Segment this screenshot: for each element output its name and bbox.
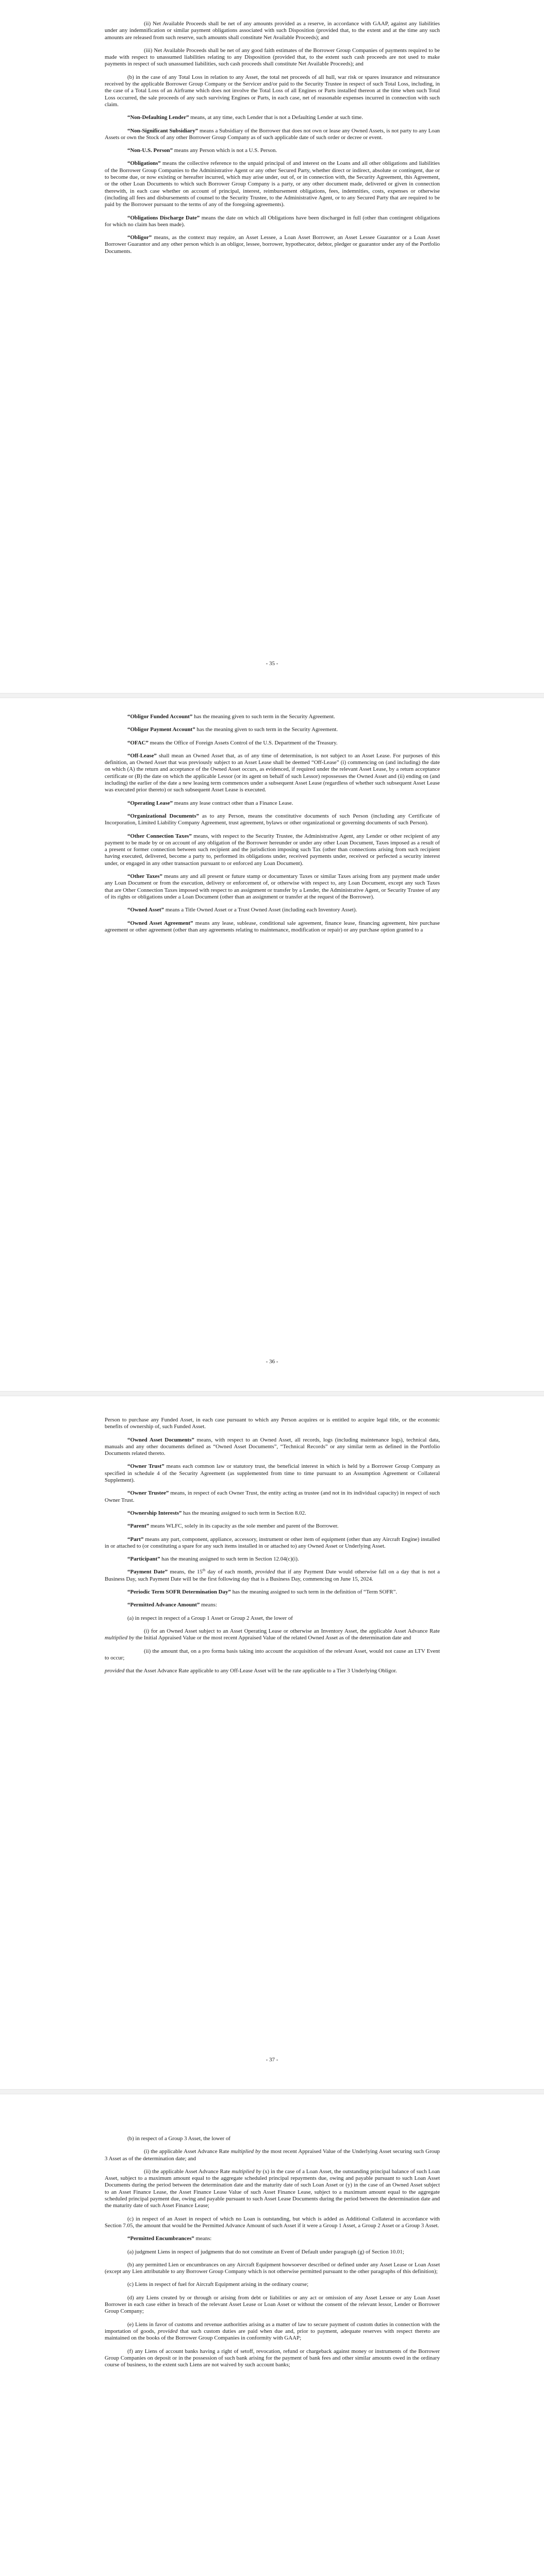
definition-organizational-documents: “Organizational Documents” as to any Person, means the constitutive documents of such Person (including any Certificate of Incorporation, Limited Liability Company Agreement, trust agreement, bylaws or other organizational or governing documents of such Person).: [105, 812, 440, 826]
page-38: [0, 2094, 544, 2576]
clause-f-account-bank-liens: (f) any Liens of account banks having a right of setoff, revocation, refund or chargeback against money or instruments of the Borrower Group Companies on deposit or in the possession of such bank arising for the payment of bank fees and other similar amounts owed in the ordinary course of business, to the extent such Liens are not waived by such account banks;: [105, 2348, 440, 2368]
definition-owned-asset-documents: “Owned Asset Documents” means, with respect to an Owned Asset, all records, logs (including maintenance logs), technical data, manuals and any other documents defined as “Owned Asset Documents”, “Technical Records” or any similar term as defined in the Portfolio Documents related thereto.: [105, 1436, 440, 1457]
definition-obligor-funded-account: “Obligor Funded Account” has the meaning given to such term in the Security Agreement.: [127, 714, 335, 720]
definition-obligor: “Obligor” means, as the context may require, an Asset Lessee, a Loan Asset Borrower, an Asset Lessee Guarantor or a Loan Asset Borrower Guarantor and any other person which is an obligor, lessee, borrower, hypothecator, debtor, pledger or guarantor under any of the Portfolio Documents.: [105, 234, 440, 255]
page-separator: [0, 2089, 544, 2094]
definition-obligor-payment-account: “Obligor Payment Account” has the meaning given to such term in the Security Agreement.: [127, 726, 338, 733]
definition-owned-asset-agreement: “Owned Asset Agreement” means any lease, sublease, conditional sale agreement, finance lease, financing agreement, hire purchase agreement or other agreement (other than any agreements relating to maintenance, modification or repair) or any purchase option granted to a: [105, 920, 440, 933]
proviso-off-lease: provided that the Asset Advance Rate applicable to any Off-Lease Asset will be the rate applicable to a Tier 3 Underlying Obligor.: [105, 1668, 397, 1674]
definition-non-defaulting-lender: “Non-Defaulting Lender” means, at any time, each Lender that is not a Defaulting Lender at such time.: [127, 114, 363, 121]
clause-ii-principal-balance: (ii) the applicable Asset Advance Rate multiplied by (x) in the case of a Loan Asset, the outstanding principal balance of such Loan Asset, subject to a maximum amount equal to the aggregate scheduled principal repayments due, owing and payable pursuant to such Loan Asset Documents during the period between the determination date and the maturity date of such Loan Asset or (y) in the case of an Owned Asset subject to an Asset Finance Lease, the Asset Finance Lease Value of such Asset Finance Lease, subject to a maximum amount equal to the aggregate scheduled principal payment due, owing and payable pursuant to such Asset Lease Documents during the period between the determination date and the maturity date of such Asset Finance Lease;: [105, 2168, 440, 2209]
page-separator: [0, 1391, 544, 1396]
definition-owner-trustee: “Owner Trustee” means, in respect of each Owner Trust, the entity acting as trustee (and not in its individual capacity) in respect of such Owner Trust.: [105, 1490, 440, 1503]
definition-non-us-person: “Non-U.S. Person” means any Person which is not a U.S. Person.: [127, 147, 277, 154]
page-separator: [0, 693, 544, 698]
page-36: [0, 698, 544, 1391]
clause-b-group-3: (b) in respect of a Group 3 Asset, the lower of: [127, 2136, 230, 2142]
clause-i-advance-rate: (i) for an Owned Asset subject to an Asset Operating Lease or otherwise an Inventory Asset, the applicable Asset Advance Rate multiplied by the Initial Appraised Value or the most recent Appraised Value of the related Owned Asset as of the determination date and: [105, 1628, 440, 1641]
definition-other-taxes: “Other Taxes” means any and all present or future stamp or documentary Taxes or similar Taxes arising from any payment made under any Loan Document or from the execution, delivery or enforcement of, or otherwise with respect to, any Loan Document, except any such Taxes that are Other Connection Taxes imposed with respect to an assignment or transfer by a Lender, the Administrative Agent, or Security Trustee of any of its rights or obligations under a Loan Document (other than an assignment or transfer at the request of the Borrower).: [105, 873, 440, 900]
clause-c-additional-collateral: (c) in respect of an Asset in respect of which no Loan is outstanding, but which is added as Additional Collateral in accordance with Section 7.05, the amount that would be the Permitted Advance Amount of such Asset if it were a Group 1 Asset, a Group 2 Asset or a Group 3 Asset.: [105, 2215, 440, 2229]
definition-off-lease: “Off-Lease” shall mean an Owned Asset that, as of any time of determination, is not subject to an Asset Lease. For purposes of this definition, an Owned Asset that was previously subject to an Asset Lease shall be deemed “Off-Lease” (i) commencing on (and including) the date on which (A) the return and acceptance of the Owned Asset occurs, as evidenced, if required under the relevant Asset Lease, by a return acceptance certificate or (B) the date on which the applicable Lessor (or its agent on behalf of such Lessor) repossesses the Owned Asset and (ii) ending on (and including) the earlier of the date a new leasing term commences under a subsequent Asset Lease (regardless of whether such subsequent Asset Lease was executed prior thereto) or such subsequent Asset Lease is executed.: [105, 752, 440, 793]
page-number: - 37 -: [266, 2057, 278, 2063]
clause-b-permitted-lien: (b) any permitted Lien or encumbrances on any Aircraft Equipment howsoever described or defined under any Asset Lease or Loan Asset (except any Lien attributable to any Borrower Group Company which is not otherwise permitted pursuant to the other paragraphs of this definition);: [105, 2261, 440, 2275]
page-number: - 35 -: [266, 660, 278, 667]
clause-d-lessee-liens: (d) any Liens created by or through or arising from debt or liabilities or any act or omission of any Asset Lessee or any Loan Asset Borrower in each case either in breach of the relevant Asset Lease or Loan Asset or without the consent of the relevant lessor, Lender or Borrower Group Company;: [105, 2294, 440, 2315]
definition-obligations: “Obligations” means the collective reference to the unpaid principal of and interest on the Loans and all other obligations and liabilities of the Borrower Group Companies to the Administrative Agent or any other Secured Party, whether direct or indirect, absolute or contingent, due or to become due, or now existing or hereafter incurred, which may arise under, out of, or in connection with, the Security Agreement, this Agreement, or the other Loan Documents to which such Borrower Group Company is a party, or any other document made, delivered or given in connection therewith, in each case whether on account of principal, interest, reimbursement obligations, fees, indemnities, costs, expenses or otherwise (including all fees and disbursements of counsel to the Security Trustee, to the Administrative Agent, or to any Secured Party that are required to be paid by the Borrower pursuant to the terms of any of the foregoing agreements).: [105, 160, 440, 208]
definition-part: “Part” means any part, component, appliance, accessory, instrument or other item of equipment (other than any Aircraft Engine) installed in or attached to (or constituting a spare for any such items installed in or attached to) any Owned Asset or Underlying Asset.: [105, 1536, 440, 1549]
page-35: [0, 0, 544, 693]
definition-non-significant-subsidiary: “Non-Significant Subsidiary” means a Subsidiary of the Borrower that does not own or lease any Owned Assets, is not party to any Loan Assets or own the Stock of any other Borrower Group Company as of such applicable date of such order or decree or event.: [105, 127, 440, 141]
clause-a-group-1-2: (a) in respect in respect of a Group 1 Asset or Group 2 Asset, the lower of: [127, 1615, 293, 1621]
page-37-content: [105, 1417, 440, 1681]
definition-operating-lease: “Operating Lease” means any lease contract other than a Finance Lease.: [127, 800, 293, 806]
definition-payment-date: “Payment Date” means, the 15th day of each month, provided that if any Payment Date would otherwise fall on a day that is not a Business Day, such Payment Date will be the first following day that is a Business Day, commencing on June 15, 2024.: [105, 1568, 440, 1582]
definition-owner-trust: “Owner Trust” means each common law or statutory trust, the beneficial interest in which is held by a Borrower Group Company as specified in schedule 4 of the Security Agreement (as supplemented from time to time pursuant to an Assumption Agreement or Collateral Supplement).: [105, 1463, 440, 1484]
definition-periodic-term-sofr: “Periodic Term SOFR Determination Day” has the meaning assigned to such term in the definition of “Term SOFR”.: [127, 1589, 398, 1596]
clause-ii-ltv-event: (ii) the amount that, on a pro forma basis taking into account the acquisition of the relevant Asset, would not cause an LTV Event to occur;: [105, 1648, 440, 1661]
definition-owned-asset: “Owned Asset” means a Title Owned Asset or a Trust Owned Asset (including each Inventory Asset).: [127, 907, 357, 913]
definition-ofac: “OFAC” means the Office of Foreign Assets Control of the U.S. Department of the Treasury.: [127, 739, 338, 746]
page-38-content: [105, 2136, 440, 2375]
page-36-content: [105, 714, 440, 940]
clause-b-total-loss: (b) in the case of any Total Loss in relation to any Asset, the total net proceeds of all hull, war risk or spares insurance and reinsurance received by the applicable Borrower Group Company or the Servicer and/or paid to the Security Trustee in respect of such Total Loss, including, in the case of a Total Loss of an Airframe which does not involve the Total Loss of all Engines or Parts installed thereon at the time when such Total Loss occurred, the sale proceeds of any such surviving Engines or Parts, in each case, net of reasonable expenses incurred in connection with such claim.: [105, 74, 440, 108]
clause-c-fuel-liens: (c) Liens in respect of fuel for Aircraft Equipment arising in the ordinary course;: [127, 2281, 309, 2288]
continuation-paragraph: Person to purchase any Funded Asset, in each case pursuant to which any Person acquires or is entitled to acquire legal title, or the economic benefits of ownership of, such Funded Asset.: [105, 1417, 440, 1430]
definition-participant: “Participant” has the meaning assigned to such term in Section 12.04(c)(i).: [127, 1556, 299, 1563]
clause-e-customs-liens: (e) Liens in favor of customs and revenue authorities arising as a matter of law to secure payment of custom duties in connection with the importation of goods, provided that such custom duties are paid when due and, prior to payment, adequate reserves with respect thereto are maintained on the books of the Borrower Group Companies in conformity with GAAP;: [105, 2321, 440, 2342]
page-number: - 36 -: [266, 1359, 278, 1365]
definition-parent: “Parent” means WLFC, solely in its capacity as the sole member and parent of the Borrower.: [127, 1523, 339, 1530]
clause-iii-net-proceeds: (iii) Net Available Proceeds shall be net of any good faith estimates of the Borrower Group Companies of payments required to be made with respect to unassumed liabilities relating to any Disposition (provided that, to the extent such cash proceeds are not used to make payments in respect of such unassumed liabilities, such cash proceeds shall constitute Net Available Proceeds); and: [105, 47, 440, 67]
page-35-content: [105, 21, 440, 261]
definition-ownership-interests: “Ownership Interests” has the meaning assigned to such term in Section 8.02.: [127, 1510, 306, 1516]
clause-ii-net-proceeds: (ii) Net Available Proceeds shall be net of any amounts provided as a reserve, in accordance with GAAP, against any liabilities under any indemnification or similar payment obligations associated with such Disposition (provided that, to the extent and at the time any such amounts are released from such reserve, such amounts shall constitute Net Available Proceeds); and: [105, 21, 440, 41]
definition-other-connection-taxes: “Other Connection Taxes” means, with respect to the Security Trustee, the Administrative Agent, any Lender or other recipient of any payment to be made by or on account of any obligation of the Borrower hereunder or under any other Loan Document, Taxes imposed as a result of a present or former connection between such recipient and the jurisdiction imposing such Tax (other than connections arising from such recipient having executed, delivered, become a party to, performed its obligations under, received payments under, received or perfected a security interest under, or engaged in any other transaction pursuant to or enforced any Loan Document).: [105, 833, 440, 867]
definition-permitted-encumbrances: “Permitted Encumbrances” means:: [127, 2235, 212, 2242]
definition-permitted-advance-amount: “Permitted Advance Amount” means:: [127, 1602, 217, 1608]
page-37: [0, 1396, 544, 2089]
definition-obligations-discharge-date: “Obligations Discharge Date” means the date on which all Obligations have been discharged in full (other than contingent obligations for which no claim has been made).: [105, 214, 440, 228]
clause-i-appraised-value: (i) the applicable Asset Advance Rate multiplied by the most recent Appraised Value of the Underlying Asset securing such Group 3 Asset as of the determination date; and: [105, 2148, 440, 2162]
clause-a-judgment-liens: (a) judgment Liens in respect of judgments that do not constitute an Event of Default under paragraph (g) of Section 10.01;: [127, 2248, 404, 2255]
